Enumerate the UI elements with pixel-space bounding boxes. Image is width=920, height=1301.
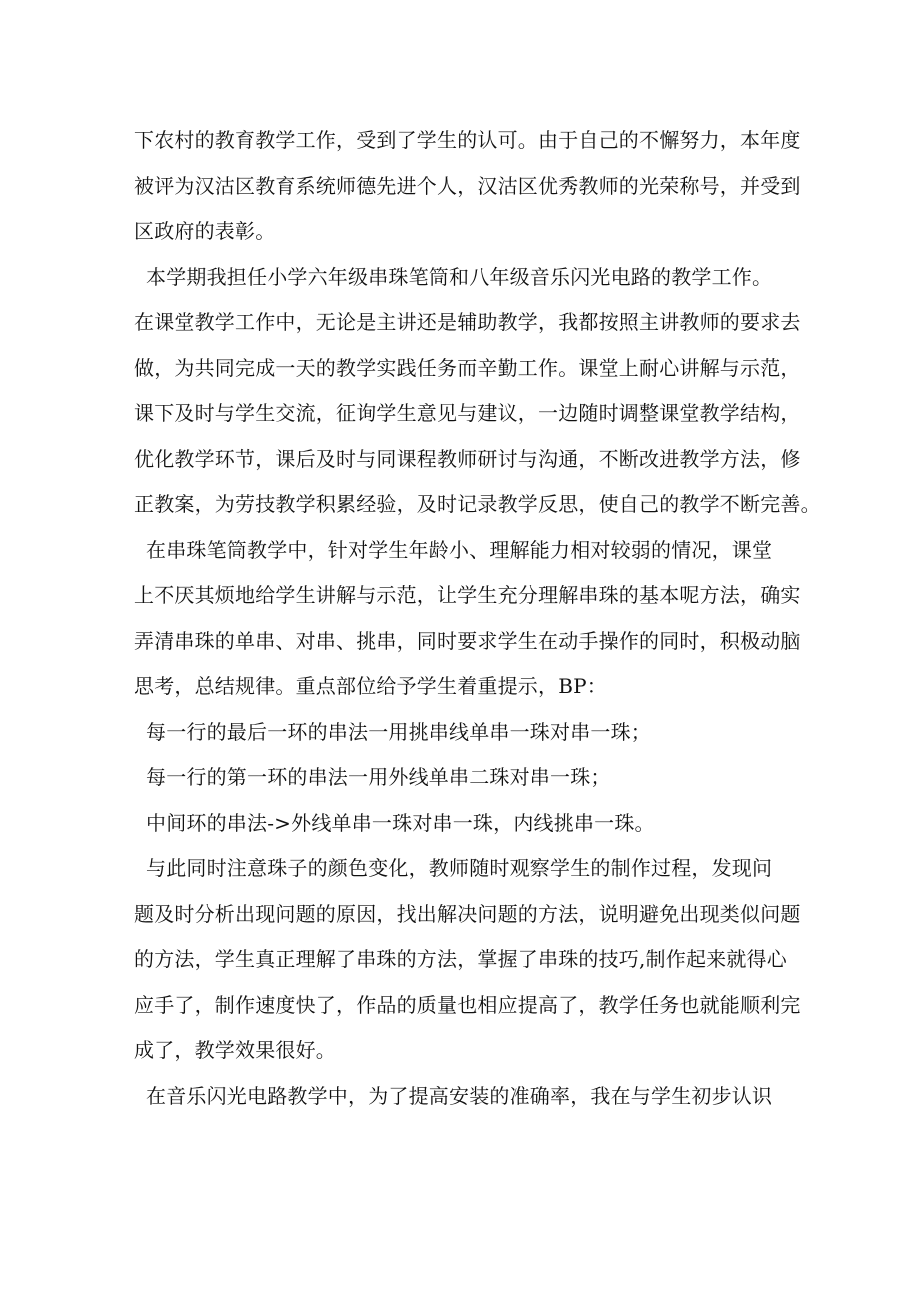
paragraph — [134, 1074, 800, 1120]
text-line: 课下及时与学生交流，征询学生意见与建议，一边随时调整课堂教学结构， — [134, 401, 801, 425]
text-line: 中间环的串法->外线单串一珠对串一珠，内线挑串一珠。 — [146, 810, 655, 835]
text-line: 每一行的最后一环的串法一用挑串线单串一珠对串一珠； — [146, 719, 651, 744]
text-line: 每一行的第一环的串法一用外线单串二珠对串一珠； — [146, 765, 611, 789]
text-line: 下农村的教育教学工作，受到了学生的认可。由于自己的不懈努力，本年度 — [134, 128, 801, 152]
text-line: 优化教学环节，课后及时与同课程教师研讨与沟通，不断改进教学方法，修 — [134, 446, 801, 471]
text-line: 应手了，制作速度快了，作品的质量也相应提高了，教学任务也就能顺利完 — [134, 992, 801, 1017]
paragraph — [134, 255, 821, 528]
document-body — [134, 118, 821, 1119]
paragraph — [134, 801, 800, 847]
text-line: 本学期我担任小学六年级串珠笔筒和八年级音乐闪光电路的教学工作。 — [146, 264, 773, 289]
text-line: 上不厌其烦地给学生讲解与示范，让学生充分理解串珠的基本呢方法，确实 — [134, 583, 801, 607]
paragraph — [134, 528, 800, 710]
paragraph — [134, 118, 800, 255]
text-line: 成了，教学效果很好。 — [134, 1038, 336, 1062]
text-line: 题及时分析出现问题的原因，找出解决问题的方法，说明避免出现类似问题 — [134, 901, 801, 926]
text-line: 在音乐闪光电路教学中，为了提高安装的准确率，我在与学生初步认识 — [146, 1083, 773, 1108]
paragraph — [134, 755, 800, 801]
text-line: 正教案，为劳技教学积累经验，及时记录教学反思，使自己的教学不断完善。 — [134, 492, 821, 516]
paragraph — [134, 846, 800, 1074]
text-line: 弄清串珠的单串、对串、挑串，同时要求学生在动手操作的同时，积极动脑 — [134, 628, 801, 653]
text-line: 在课堂教学工作中，无论是主讲还是辅助教学，我都按照主讲教师的要求去 — [134, 310, 801, 334]
text-line: 在串珠笔筒教学中，针对学生年龄小、理解能力相对较弱的情况，课堂 — [146, 537, 773, 562]
text-line: 思考，总结规律。重点部位给予学生着重提示，BP： — [134, 674, 607, 698]
text-line: 的方法，学生真正理解了串珠的方法，掌握了串珠的技巧,制作起来就得心 — [134, 947, 787, 971]
text-line: 区政府的表彰。 — [134, 219, 276, 243]
text-line: 做，为共同完成一天的教学实践任务而辛勤工作。课堂上耐心讲解与示范， — [134, 355, 801, 380]
text-line: 被评为汉沽区教育系统师德先进个人，汉沽区优秀教师的光荣称号，并受到 — [134, 173, 801, 198]
text-line: 与此同时注意珠子的颜色变化，教师随时观察学生的制作过程，发现问 — [146, 856, 773, 880]
paragraph — [134, 710, 800, 756]
